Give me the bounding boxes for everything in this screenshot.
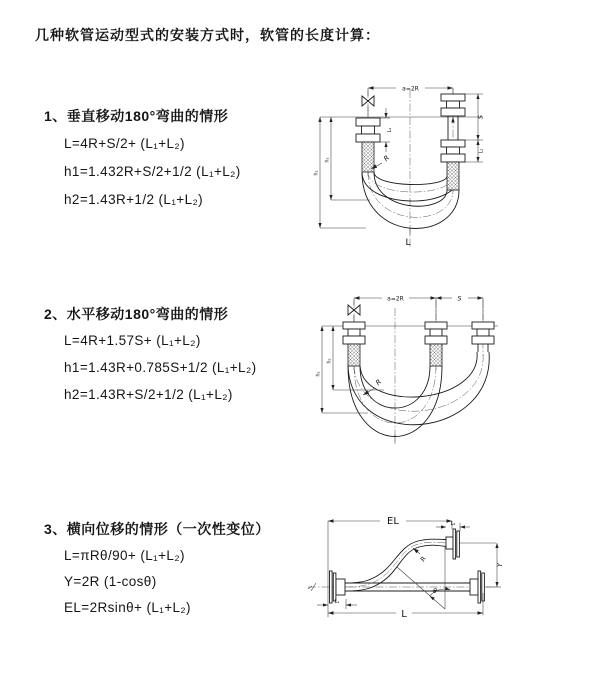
upper-right-flange-assembly (446, 529, 496, 559)
dim-label-s: S (476, 114, 485, 120)
dim-label-l2: L₂ (450, 521, 456, 527)
radius-callout (412, 547, 428, 563)
dim-label-l: L (401, 609, 407, 620)
dimension-y (486, 543, 504, 587)
dim-label-s: S (457, 294, 462, 303)
lateral-displacement-diagram (300, 501, 515, 629)
section-3-formula-EL: EL=2Rsinθ+ (L₁+L₂) (64, 600, 191, 615)
mount-arrow (451, 117, 454, 123)
braided-hose (348, 344, 360, 366)
hose-loop-curves (348, 352, 489, 437)
section-2-heading: 2、水平移动180°弯曲的情形 (44, 306, 229, 322)
dim-label-h2: h₂ (324, 157, 331, 163)
dimension-a2r (354, 296, 436, 321)
valve-icon (348, 298, 360, 322)
section-2-formula-h2: h2=1.43R+S/2+1/2 (L₁+L₂) (64, 387, 233, 402)
dim-label-a2r: a=2R (402, 85, 419, 93)
dimension-el (328, 516, 452, 617)
left-flange-assembly (343, 322, 365, 366)
section-3-formula-Y: Y=2R (1-cosθ) (64, 574, 157, 589)
angle-label: θ (433, 587, 437, 595)
dimension-s (436, 295, 483, 321)
dimension-l1 (317, 599, 357, 609)
dim-label-h2: h₂ (326, 358, 333, 364)
dimension-l (328, 593, 483, 620)
dimension-l2 (476, 140, 484, 162)
braided-hose (362, 142, 374, 172)
dim-label-a2r: a=2R (387, 295, 404, 303)
section-2-formula-L: L=4R+1.57S+ (L₁+L₂) (64, 333, 201, 348)
vertical-180-bend-diagram (312, 76, 552, 256)
dim-label-l2: L₂ (478, 148, 485, 154)
dimension-a2r (368, 86, 453, 95)
section-2-formula-h1: h1=1.43R+0.785S+1/2 (L₁+L₂) (64, 360, 257, 375)
page-title: 几种软管运动型式的安装方式时，软管的长度计算： (35, 27, 380, 43)
hose-loop-curves (362, 172, 459, 228)
section-1-formula-h1: h1=1.432R+S/2+1/2 (L₁+L₂) (64, 164, 241, 179)
braided-hose (430, 344, 442, 366)
braided-hose (447, 162, 459, 190)
valve-icon (362, 88, 374, 118)
dim-label-h1: h₁ (315, 371, 322, 377)
horizontal-180-bend-diagram (312, 286, 567, 450)
dim-label-l1: L₁ (334, 599, 340, 605)
length-label-group (405, 228, 410, 248)
radius-label: R (382, 153, 392, 164)
right-flange-assembly (441, 94, 465, 190)
middle-flange-assembly (425, 322, 447, 366)
dim-label-el: EL (387, 516, 399, 527)
radius-label: R (418, 555, 428, 563)
angle-theta-construction (397, 546, 451, 609)
dimension-l1 (380, 108, 393, 152)
dim-label-h1: h₁ (313, 170, 320, 176)
radius-label: R (374, 377, 384, 388)
section-3-formula-L: L=πRθ/90+ (L₁+L₂) (64, 548, 185, 563)
section-1-formula-L: L=4R+S/2+ (L₁+L₂) (64, 136, 185, 151)
dim-label-l1: L₁ (387, 127, 393, 133)
length-label: L (405, 238, 411, 248)
section-1-heading: 1、垂直移动180°弯曲的情形 (44, 108, 229, 124)
left-flange-assembly (356, 118, 380, 172)
dim-label-y: Y (496, 562, 504, 568)
section-3-heading: 3、横向位移的情形（一次性变位） (44, 521, 270, 537)
section-1-formula-h2: h2=1.43R+1/2 (L₁+L₂) (64, 192, 204, 207)
